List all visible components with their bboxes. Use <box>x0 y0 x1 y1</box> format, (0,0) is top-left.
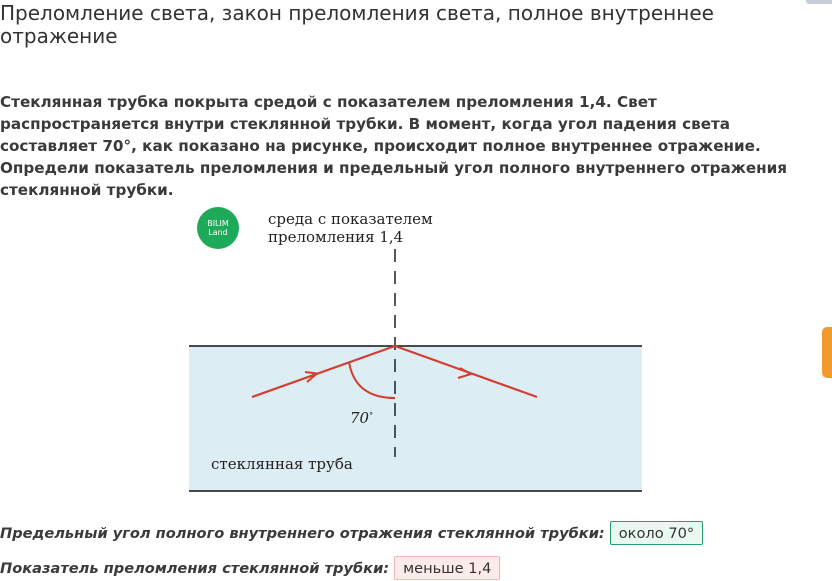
angle-value: 70 <box>350 409 370 427</box>
medium-label <box>268 210 433 246</box>
page-title: Преломление света, закон преломления света, полное внутреннее отражение <box>0 1 714 48</box>
answer-field-critical-angle[interactable]: около 70° <box>610 521 703 545</box>
side-panel-tab[interactable] <box>822 327 832 378</box>
logo-text-top: BILIM <box>207 219 229 228</box>
question-text: Стеклянная трубка покрыта средой с показателем преломления 1,4. Свет распространяется внутри стеклянной трубки. В момент, когда угол падения света составляет 70°, как показано на рисунке, происходит полное внутреннее отражение. Определи показатель преломления и предельный угол полного внутреннего отражения стеклянной трубки. <box>0 93 788 199</box>
answer-row-critical-angle <box>0 521 703 545</box>
angle-degree-sign: ° <box>369 411 374 420</box>
bilimland-logo <box>197 207 239 249</box>
angle-label <box>350 409 373 427</box>
medium-label-line2: преломления 1,4 <box>268 228 404 246</box>
answer-label-critical-angle: Предельный угол полного внутреннего отражения стеклянной трубки: <box>0 524 605 542</box>
answer-field-refractive-index[interactable]: меньше 1,4 <box>394 556 500 580</box>
logo-text-bottom: Land <box>208 228 228 237</box>
top-right-corner-indicator <box>806 0 832 4</box>
answer-label-refractive-index: Показатель преломления стеклянной трубки: <box>0 559 390 577</box>
answer-row-refractive-index <box>0 556 500 580</box>
glass-tube-label: стеклянная труба <box>211 455 353 473</box>
medium-label-line1: среда с показателем <box>268 210 433 228</box>
